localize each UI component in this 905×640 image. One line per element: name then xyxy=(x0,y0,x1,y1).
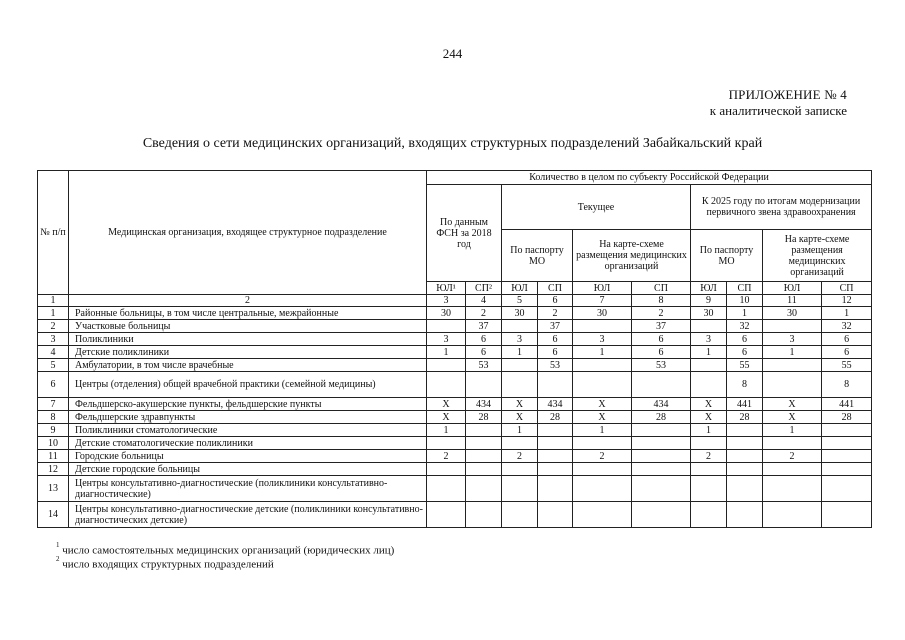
value-cell xyxy=(727,476,763,502)
value-cell xyxy=(822,502,872,528)
value-cell xyxy=(502,320,538,333)
value-cell xyxy=(691,463,727,476)
value-cell: X xyxy=(573,398,632,411)
value-cell: 30 xyxy=(691,307,727,320)
value-cell xyxy=(466,502,502,528)
row-name: Участковые больницы xyxy=(69,320,427,333)
value-cell xyxy=(427,476,466,502)
footnote-mark: 1 xyxy=(56,541,60,549)
value-cell: 6 xyxy=(538,333,573,346)
value-cell: 1 xyxy=(502,424,538,437)
value-cell: 434 xyxy=(632,398,691,411)
value-cell: 32 xyxy=(727,320,763,333)
value-cell xyxy=(427,372,466,398)
row-name: Поликлиники стоматологические xyxy=(69,424,427,437)
value-cell: 6 xyxy=(822,346,872,359)
value-cell xyxy=(466,476,502,502)
value-cell xyxy=(632,437,691,450)
value-cell: 30 xyxy=(573,307,632,320)
value-cell: X xyxy=(691,411,727,424)
column-number-cell: 9 xyxy=(691,295,727,307)
value-cell xyxy=(763,502,822,528)
value-cell: 3 xyxy=(427,333,466,346)
header-total: Количество в целом по субъекту Российской Федерации xyxy=(427,171,872,185)
column-number-cell: 8 xyxy=(632,295,691,307)
value-cell xyxy=(763,372,822,398)
table-row xyxy=(38,333,872,346)
medical-network-table xyxy=(37,170,872,528)
row-name: Городские больницы xyxy=(69,450,427,463)
column-number-cell: 4 xyxy=(466,295,502,307)
row-number: 1 xyxy=(38,307,69,320)
value-cell xyxy=(763,320,822,333)
value-cell xyxy=(538,437,573,450)
value-cell: 6 xyxy=(632,346,691,359)
value-cell: 2 xyxy=(763,450,822,463)
column-number-cell: 5 xyxy=(502,295,538,307)
appendix-subtitle: к аналитической записке xyxy=(709,103,847,118)
value-cell: 30 xyxy=(763,307,822,320)
table-row xyxy=(38,411,872,424)
column-number-cell: 2 xyxy=(69,295,427,307)
column-number-row xyxy=(38,295,872,307)
value-cell: 28 xyxy=(632,411,691,424)
value-cell xyxy=(822,476,872,502)
value-cell xyxy=(763,476,822,502)
row-number: 3 xyxy=(38,333,69,346)
value-cell: 53 xyxy=(632,359,691,372)
value-cell: 2 xyxy=(573,450,632,463)
value-cell xyxy=(466,437,502,450)
table-row xyxy=(38,437,872,450)
value-cell xyxy=(727,424,763,437)
value-cell: X xyxy=(763,411,822,424)
value-cell: 2 xyxy=(632,307,691,320)
subheader-cell: ЮЛ xyxy=(573,282,632,295)
value-cell xyxy=(573,502,632,528)
value-cell: 6 xyxy=(632,333,691,346)
value-cell: 28 xyxy=(727,411,763,424)
row-number: 7 xyxy=(38,398,69,411)
table-row xyxy=(38,372,872,398)
row-name: Фельдшерские здравпункты xyxy=(69,411,427,424)
value-cell xyxy=(538,463,573,476)
subheader-cell: СП² xyxy=(466,282,502,295)
value-cell: 55 xyxy=(727,359,763,372)
row-name: Амбулатории, в том числе врачебные xyxy=(69,359,427,372)
header-name: Медицинская организация, входящее структурное подразделение xyxy=(69,171,427,295)
value-cell xyxy=(573,372,632,398)
subheader-cell: СП xyxy=(632,282,691,295)
value-cell xyxy=(727,502,763,528)
value-cell: 8 xyxy=(727,372,763,398)
header-2025: К 2025 году по итогам модернизации первичного звена здравоохранения xyxy=(691,185,872,230)
value-cell: 30 xyxy=(502,307,538,320)
value-cell xyxy=(573,476,632,502)
value-cell: 1 xyxy=(691,346,727,359)
table-row xyxy=(38,320,872,333)
value-cell xyxy=(538,476,573,502)
value-cell xyxy=(632,476,691,502)
subheader-cell: ЮЛ¹ xyxy=(427,282,466,295)
column-number-cell: 1 xyxy=(38,295,69,307)
value-cell xyxy=(763,359,822,372)
value-cell xyxy=(427,463,466,476)
header-map-current: На карте-схеме размещения медицинских организаций xyxy=(573,230,691,282)
value-cell xyxy=(727,450,763,463)
value-cell: 441 xyxy=(727,398,763,411)
value-cell xyxy=(427,502,466,528)
value-cell: 1 xyxy=(763,346,822,359)
subheader-cell: СП xyxy=(727,282,763,295)
value-cell xyxy=(691,372,727,398)
column-number-cell: 10 xyxy=(727,295,763,307)
value-cell xyxy=(502,437,538,450)
row-number: 10 xyxy=(38,437,69,450)
row-number: 2 xyxy=(38,320,69,333)
subheader-cell: ЮЛ xyxy=(763,282,822,295)
value-cell xyxy=(502,476,538,502)
value-cell xyxy=(538,424,573,437)
value-cell: 28 xyxy=(538,411,573,424)
value-cell: 1 xyxy=(427,346,466,359)
value-cell: 28 xyxy=(466,411,502,424)
value-cell: 6 xyxy=(538,346,573,359)
subheader-cell: СП xyxy=(822,282,872,295)
value-cell xyxy=(691,320,727,333)
value-cell: 1 xyxy=(502,346,538,359)
value-cell: 8 xyxy=(822,372,872,398)
value-cell: 28 xyxy=(822,411,872,424)
value-cell xyxy=(691,502,727,528)
value-cell xyxy=(632,463,691,476)
value-cell xyxy=(466,372,502,398)
value-cell: 2 xyxy=(691,450,727,463)
value-cell xyxy=(691,437,727,450)
row-number: 13 xyxy=(38,476,69,502)
value-cell xyxy=(427,359,466,372)
value-cell: 2 xyxy=(538,307,573,320)
header-map-2025: На карте-схеме размещения медицинских организаций xyxy=(763,230,872,282)
table-body xyxy=(38,295,872,528)
document-title: Сведения о сети медицинских организаций, входящих структурных подразделений Забайкальский край xyxy=(142,136,763,151)
value-cell: 6 xyxy=(727,333,763,346)
value-cell: 1 xyxy=(691,424,727,437)
value-cell xyxy=(822,437,872,450)
value-cell: 441 xyxy=(822,398,872,411)
value-cell xyxy=(691,476,727,502)
page-number: 244 xyxy=(442,46,463,61)
value-cell xyxy=(822,424,872,437)
value-cell: X xyxy=(502,398,538,411)
value-cell xyxy=(427,437,466,450)
value-cell xyxy=(763,437,822,450)
column-number-cell: 12 xyxy=(822,295,872,307)
value-cell: X xyxy=(502,411,538,424)
value-cell: X xyxy=(691,398,727,411)
footnote-1 xyxy=(56,543,394,557)
value-cell: 434 xyxy=(538,398,573,411)
value-cell xyxy=(466,463,502,476)
row-name: Центры консультативно-диагностические детские (поликлиники консультативно-диагностических детские) xyxy=(69,502,427,528)
value-cell xyxy=(573,463,632,476)
row-name: Районные больницы, в том числе центральные, межрайонные xyxy=(69,307,427,320)
table-row xyxy=(38,424,872,437)
header-fsn: По данным ФСН за 2018 год xyxy=(427,185,502,282)
footnote-text: число входящих структурных подразделений xyxy=(62,558,274,571)
value-cell: 37 xyxy=(538,320,573,333)
value-cell: 2 xyxy=(427,450,466,463)
value-cell xyxy=(727,463,763,476)
value-cell xyxy=(573,320,632,333)
value-cell xyxy=(632,450,691,463)
value-cell xyxy=(466,424,502,437)
footnote-mark: 2 xyxy=(56,555,60,563)
subheader-cell: ЮЛ xyxy=(691,282,727,295)
header-passport-current: По паспорту МО xyxy=(502,230,573,282)
table-row xyxy=(38,450,872,463)
table-row xyxy=(38,502,872,528)
table-row xyxy=(38,476,872,502)
value-cell xyxy=(691,359,727,372)
value-cell: 3 xyxy=(573,333,632,346)
value-cell xyxy=(502,502,538,528)
value-cell: 1 xyxy=(573,424,632,437)
value-cell: 1 xyxy=(573,346,632,359)
value-cell xyxy=(502,359,538,372)
value-cell: 37 xyxy=(466,320,502,333)
row-name: Поликлиники xyxy=(69,333,427,346)
row-number: 8 xyxy=(38,411,69,424)
row-number: 5 xyxy=(38,359,69,372)
row-number: 4 xyxy=(38,346,69,359)
row-number: 14 xyxy=(38,502,69,528)
value-cell xyxy=(538,372,573,398)
table-row xyxy=(38,359,872,372)
column-number-cell: 6 xyxy=(538,295,573,307)
value-cell xyxy=(632,372,691,398)
row-number: 11 xyxy=(38,450,69,463)
value-cell: 1 xyxy=(727,307,763,320)
value-cell: 53 xyxy=(466,359,502,372)
value-cell: 1 xyxy=(763,424,822,437)
value-cell xyxy=(822,463,872,476)
value-cell xyxy=(427,320,466,333)
value-cell xyxy=(632,502,691,528)
row-number: 9 xyxy=(38,424,69,437)
table-row xyxy=(38,346,872,359)
value-cell: 30 xyxy=(427,307,466,320)
value-cell: X xyxy=(573,411,632,424)
value-cell xyxy=(763,463,822,476)
value-cell: 434 xyxy=(466,398,502,411)
value-cell xyxy=(573,359,632,372)
row-name: Детские поликлиники xyxy=(69,346,427,359)
subheader-cell: ЮЛ xyxy=(502,282,538,295)
value-cell: 2 xyxy=(466,307,502,320)
value-cell xyxy=(573,437,632,450)
table-row xyxy=(38,463,872,476)
value-cell: 6 xyxy=(466,346,502,359)
value-cell: 6 xyxy=(466,333,502,346)
appendix-title: ПРИЛОЖЕНИЕ № 4 xyxy=(728,87,847,102)
value-cell xyxy=(822,450,872,463)
value-cell xyxy=(538,502,573,528)
value-cell: 3 xyxy=(763,333,822,346)
value-cell xyxy=(466,450,502,463)
value-cell xyxy=(727,437,763,450)
value-cell xyxy=(502,372,538,398)
table-row xyxy=(38,307,872,320)
value-cell xyxy=(502,463,538,476)
row-name: Центры (отделения) общей врачебной практики (семейной медицины) xyxy=(69,372,427,398)
row-name: Центры консультативно-диагностические (поликлиники консультативно-диагностические) xyxy=(69,476,427,502)
value-cell: 37 xyxy=(632,320,691,333)
value-cell: X xyxy=(763,398,822,411)
value-cell: 6 xyxy=(822,333,872,346)
value-cell: 1 xyxy=(822,307,872,320)
footnote-2 xyxy=(56,557,274,571)
value-cell: 32 xyxy=(822,320,872,333)
column-number-cell: 3 xyxy=(427,295,466,307)
value-cell: 55 xyxy=(822,359,872,372)
row-number: 6 xyxy=(38,372,69,398)
value-cell: X xyxy=(427,411,466,424)
value-cell: 3 xyxy=(502,333,538,346)
subheader-cell: СП xyxy=(538,282,573,295)
header-current: Текущее xyxy=(502,185,691,230)
value-cell: 2 xyxy=(502,450,538,463)
row-name: Фельдшерско-акушерские пункты, фельдшерские пункты xyxy=(69,398,427,411)
value-cell: 53 xyxy=(538,359,573,372)
value-cell: 1 xyxy=(427,424,466,437)
header-num: № п/п xyxy=(38,171,69,295)
value-cell xyxy=(538,450,573,463)
value-cell: 6 xyxy=(727,346,763,359)
row-number: 12 xyxy=(38,463,69,476)
column-number-cell: 11 xyxy=(763,295,822,307)
header-passport-2025: По паспорту МО xyxy=(691,230,763,282)
row-name: Детские городские больницы xyxy=(69,463,427,476)
table-row xyxy=(38,398,872,411)
value-cell: 3 xyxy=(691,333,727,346)
column-number-cell: 7 xyxy=(573,295,632,307)
footnote-text: число самостоятельных медицинских организаций (юридических лиц) xyxy=(62,544,395,557)
row-name: Детские стоматологические поликлиники xyxy=(69,437,427,450)
value-cell xyxy=(632,424,691,437)
value-cell: X xyxy=(427,398,466,411)
